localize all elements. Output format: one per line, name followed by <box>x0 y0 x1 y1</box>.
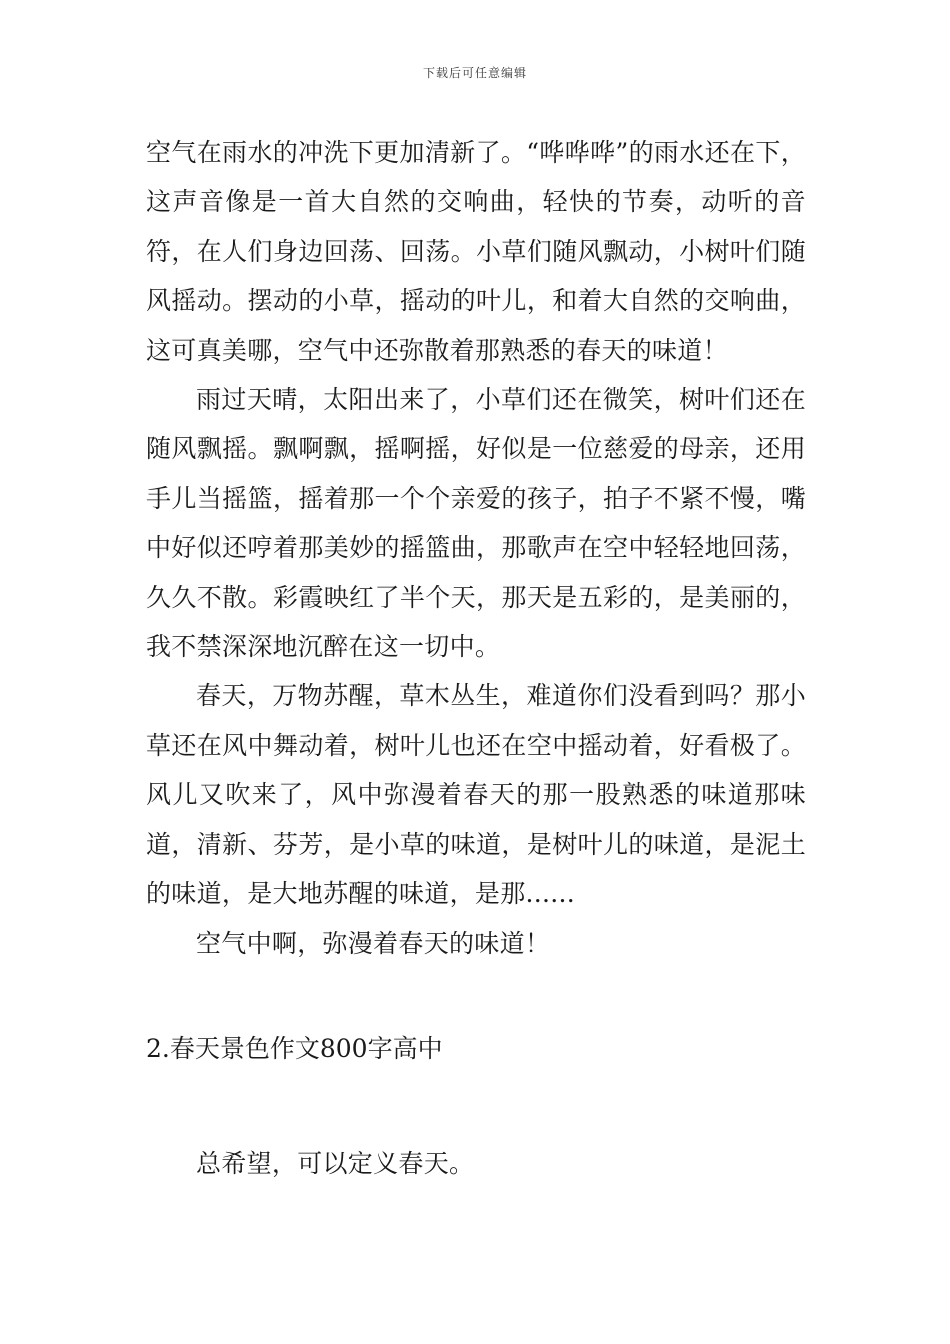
paragraph-2: 雨过天晴，太阳出来了，小草们还在微笑，树叶们还在随风飘摇。飘啊飘，摇啊摇，好似是一位慈爱的母亲，还用手儿当摇篮，摇着那一个个亲爱的孩子，拍子不紧不慢，嘴中好似还哼着那美妙的摇篮曲，那歌声在空中轻轻地回荡，久久不散。彩霞映红了半个天，那天是五彩的，是美丽的，我不禁深深地沉醉在这一切中。 <box>146 385 806 662</box>
section-heading: 2.春天景色作文800字高中 <box>146 1033 443 1063</box>
paragraph-5: 总希望，可以定义春天。 <box>196 1149 475 1179</box>
paragraph-4: 空气中啊，弥漫着春天的味道！ <box>196 928 551 958</box>
paragraph-1: 空气在雨水的冲洗下更加清新了。“哗哗哗”的雨水还在下，这声音像是一首大自然的交响曲，轻快的节奏，动听的音符，在人们身边回荡、回荡。小草们随风飘动，小树叶们随风摇动。摆动的小草，摇动的叶儿，和着大自然的交响曲，这可真美哪，空气中还弥散着那熟悉的春天的味道！ <box>146 138 806 365</box>
document-body <box>146 128 806 1189</box>
page-header-note: 下载后可任意编辑 <box>422 66 527 80</box>
paragraph-3: 春天，万物苏醒，草木丛生，难道你们没看到吗？那小草还在风中舞动着，树叶儿也还在空中摇动着，好看极了。风儿又吹来了，风中弥漫着春天的那一股熟悉的味道那味道，清新、芬芳，是小草的味道，是树叶儿的味道，是泥土的味道，是大地苏醒的味道，是那...... <box>146 681 806 909</box>
